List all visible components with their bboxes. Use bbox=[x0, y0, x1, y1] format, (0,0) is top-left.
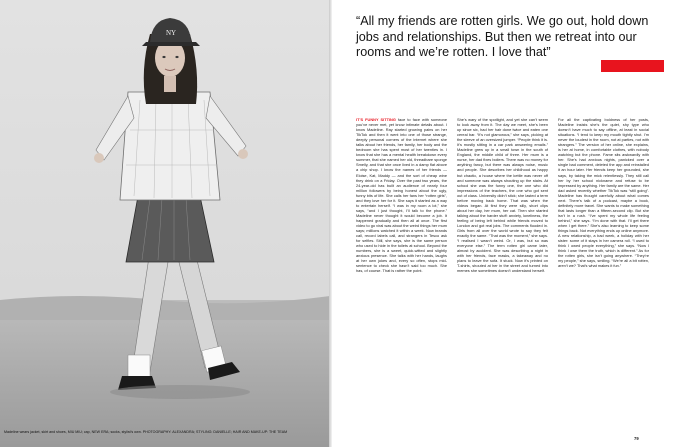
pull-quote: “All my friends are rotten girls. We go out, hold down jobs and relationships. But then we retreat into our rooms and we’re rotten. I love that” bbox=[356, 14, 649, 59]
column-1-text bbox=[356, 117, 447, 273]
column-3-body: For all the captivating boldness of her posts, Madeline insists she’s the quiet, shy type who doesn’t have much to say offline, at least in social situations. “I tend to keep my mouth tightly shut. I’m never the loudest in the room, not at parties, not with strangers.” The version of her online, she explains, is her at home, in comfortable clothes, with nobody watching but the phone. Fame sits awkwardly with her. She’s had anxious nights, panicked over a single bad comment, deleted the app and reinstalled it an hour later. Her friends keep her grounded, she says, by taking the mick relentlessly. They still call her by her school nickname and refuse to be impressed by anything. Her family are the same. Her dad asked recently whether TikTok was “still going”. Madeline has thought carefully about what comes next. There’s talk of a podcast, maybe a book, definitely more travel. She wants to make something that lasts longer than a fifteen-second clip. But she isn’t in a rush. “I’ve spent my whole life feeling behind,” she says. “I’m done with that. I’ll get there when I get there.” She’s also learning to keep some things back. Not everything ends up online anymore. A new relationship, a bad week, a holiday with her sister: some of it stays in her camera roll. “I used to think I owed people everything,” she says. “Now I think I owe them the truth, which is different.” As for the rotten girls, she isn’t going anywhere. “They’re my people,” she says, smiling. “We’re all a bit rotten, aren’t we? That’s what makes it fun.” bbox=[558, 117, 649, 269]
left-page-photo bbox=[0, 0, 330, 447]
photo-credits: Madeline wears jacket, skirt and shoes, MIU MIU; cap, NEW ERA; socks, stylist’s own. PHOTOGRAPHY: ALEXANDRA; STYLING: DANIELLE; HAIR AND MAKE-UP: THE TEAM bbox=[4, 430, 288, 434]
fashion-photo bbox=[0, 0, 330, 447]
column-2-body: She’s wary of the spotlight, and yet she can’t seem to look away from it. The day we meet, she’s been up since six, had her hair done twice and eaten one cereal bar. “It’s not glamorous,” she says, picking at the sleeve of an oversized jumper. “People think it is. It’s mostly sitting in a car park answering emails.” Madeline grew up in a small town in the south of England, the middle child of three. Her mum is a nurse, her dad fixes boilers. There was no money for anything fancy, but there was always noise, music and people. She describes her childhood as happy but chaotic, a house where the kettle was never off and someone was always shouting up the stairs. At school she was the funny one, the one who did impressions of the teachers, the one who got sent out of class. University didn’t stick; she lasted a term before moving back home. That was when the videos began. At first they were silly, short clips about her day, her mum, her cat. Then she started talking about the harder stuff: anxiety, loneliness, the feeling of being left behind while friends moved to London and got real jobs. The comments flooded in. Girls from all over the world wrote to say they felt exactly the same. “That was the moment,” she says. “I realised I wasn’t weird. Or, I was, but so was everyone else.” The term rotten girl came later, almost by accident. She was describing a night in with her friends, face masks, a takeaway and no plans to leave the sofa. It stuck. Now it’s printed on T-shirts, shouted at her in the street and turned into memes she sometimes doesn’t understand herself. bbox=[457, 117, 548, 274]
accent-bar bbox=[601, 60, 664, 72]
page-number: 79 bbox=[634, 436, 639, 441]
right-page-article bbox=[332, 0, 686, 447]
article-column-3 bbox=[558, 117, 649, 435]
svg-text:NY: NY bbox=[166, 29, 177, 37]
column-1-body: face to face with someone you’ve never met, yet know intimate details about. I know Madeline. Ray started growing pains on her TikTok and then it went into one of those strange, deeply personal corners of the internet where she talks about her friends, her family, her body and the bedroom she has spent most of her twenties in. I know that she has a mental health breakdown every summer, that she named her old, threadbare sponge Smelly, and that she once lived in a damp flat above a chip shop. I know the names of her friends — Eloise, Kat, Maddy — and the sort of cheap wine they drink on a Friday. Over the past two years, the 24-year-old has built an audience of nearly four million followers by being honest about the ugly, funny bits of life. She calls her fans her “rotten girls”, and they love her for it. She says it started as a way to entertain herself. “I was in my room a lot,” she says, “and I just thought, I’ll talk to the phone.” Madeline never thought it would become a job. It happened gradually and then all at once. The first video to go viral was about the weird things her mum says; millions watched it within a week. Now brands call, record labels call, and strangers in Tesco ask for selfies. Still, she says, she is the same person who used to hide in the toilets at school. Beyond the numbers, she is a sweet, quick-witted and slightly anxious presence. She talks with her hands, laughs at her own jokes and, every so often, stops mid-sentence to check she hasn’t said too much. She has, of course. That is rather the point. bbox=[356, 117, 447, 274]
article-column-1 bbox=[356, 117, 447, 435]
lead-in: IT’S FUNNY SITTING bbox=[356, 117, 396, 122]
article-column-2 bbox=[457, 117, 548, 435]
